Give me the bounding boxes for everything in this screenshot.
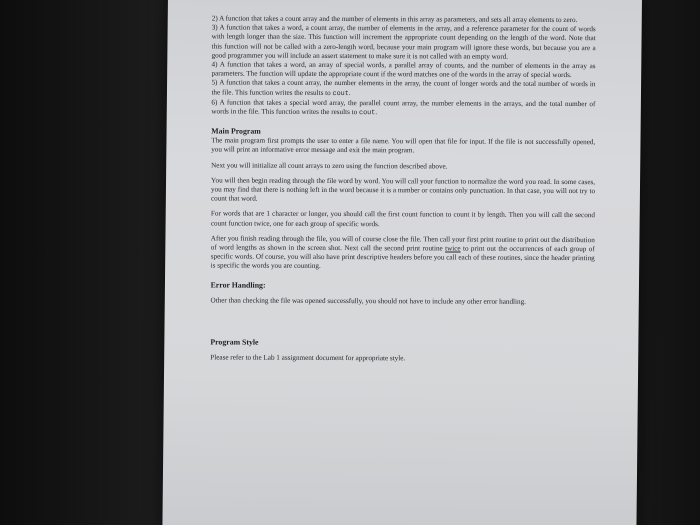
list-item-6 bbox=[211, 98, 595, 119]
underlined-twice: twice bbox=[445, 244, 461, 253]
main-program-paragraph-1: The main program first prompts the user to enter a file name. You will open that file for input. If the file is not successfully opened, you will print an informative error message and exit the main program. bbox=[211, 136, 596, 155]
error-handling-paragraph: Other than checking the file was opened successfully, you should not have to include any other error handling. bbox=[210, 296, 526, 306]
list-item-5-text: 5) A function that takes a count array, the number elements in the array, the count of longer words and the total number of words in the file. This function writes the results to bbox=[211, 78, 596, 97]
document-page bbox=[162, 0, 642, 525]
main-program-paragraph-3: You will then begin reading through the file word by word. You will call your function to normalize the word you read. In some cases, you may find that there is nothing left in the word because it is a number or contains only punctuation. In that case, you will not try to count that word. bbox=[210, 176, 596, 203]
paragraph-5-part-a: After you finish reading through the file, you will of course close the file. Then call your first print routine to print out the distribution of word lengths as shown in the screen shot. Next call the second print routine bbox=[210, 234, 595, 253]
list-item-5 bbox=[211, 79, 595, 100]
cout-code: cout bbox=[358, 109, 376, 118]
list-item-4: 4) A function that takes a word, an array of special words, a parallel array of counts, and the number of elements in the array as parameters. The function will update the appropriate count if the word matches one of the words in the array of special words. bbox=[211, 60, 596, 80]
program-style-heading: Program Style bbox=[210, 337, 259, 347]
list-item-2: 2) A function that takes a count array and the number of elements in this array as parameters, and sets all array elements to zero. bbox=[211, 14, 578, 25]
main-program-paragraph-4: For words that are 1 character or longer, you should call the first count function to count it by length. Then you will call the second count function twice, one for each group of specific words. bbox=[210, 209, 595, 228]
list-item-6-text: 6) A function that takes a special word array, the parallel count array, the number elements in the arrays, and the total number of words in the file. This function writes the results to bbox=[211, 98, 596, 117]
list-item-3: 3) A function that takes a word, a count array, the number of elements in the array, and a reference parameter for the count of words with length longer than the size. This function will increment the appropriate count depending on the length of the word. Note that this function will not be called with a zero-length word, because your main program will ignore these words, but because you are a good programmer you will include an assert statement to make sure it is not called with an empty word. bbox=[211, 23, 596, 61]
period: . bbox=[375, 108, 378, 117]
error-handling-heading: Error Handling: bbox=[210, 280, 266, 290]
paragraph-5-part-b: to print out the occurrences of each group of specific words. Of course, you will also have print descriptive headers before you call each of these routines, since the header printing is specific the words you are counting. bbox=[210, 244, 595, 271]
cout-code: cout bbox=[332, 89, 349, 98]
program-style-paragraph: Please refer to the Lab 1 assignment document for appropriate style. bbox=[210, 353, 406, 363]
main-program-paragraph-2: Next you will initialize all count arrays to zero using the function described above. bbox=[211, 161, 448, 171]
document-content bbox=[210, 14, 596, 364]
main-program-heading: Main Program bbox=[211, 126, 261, 136]
period: . bbox=[348, 88, 351, 97]
main-program-paragraph-5 bbox=[211, 234, 595, 272]
